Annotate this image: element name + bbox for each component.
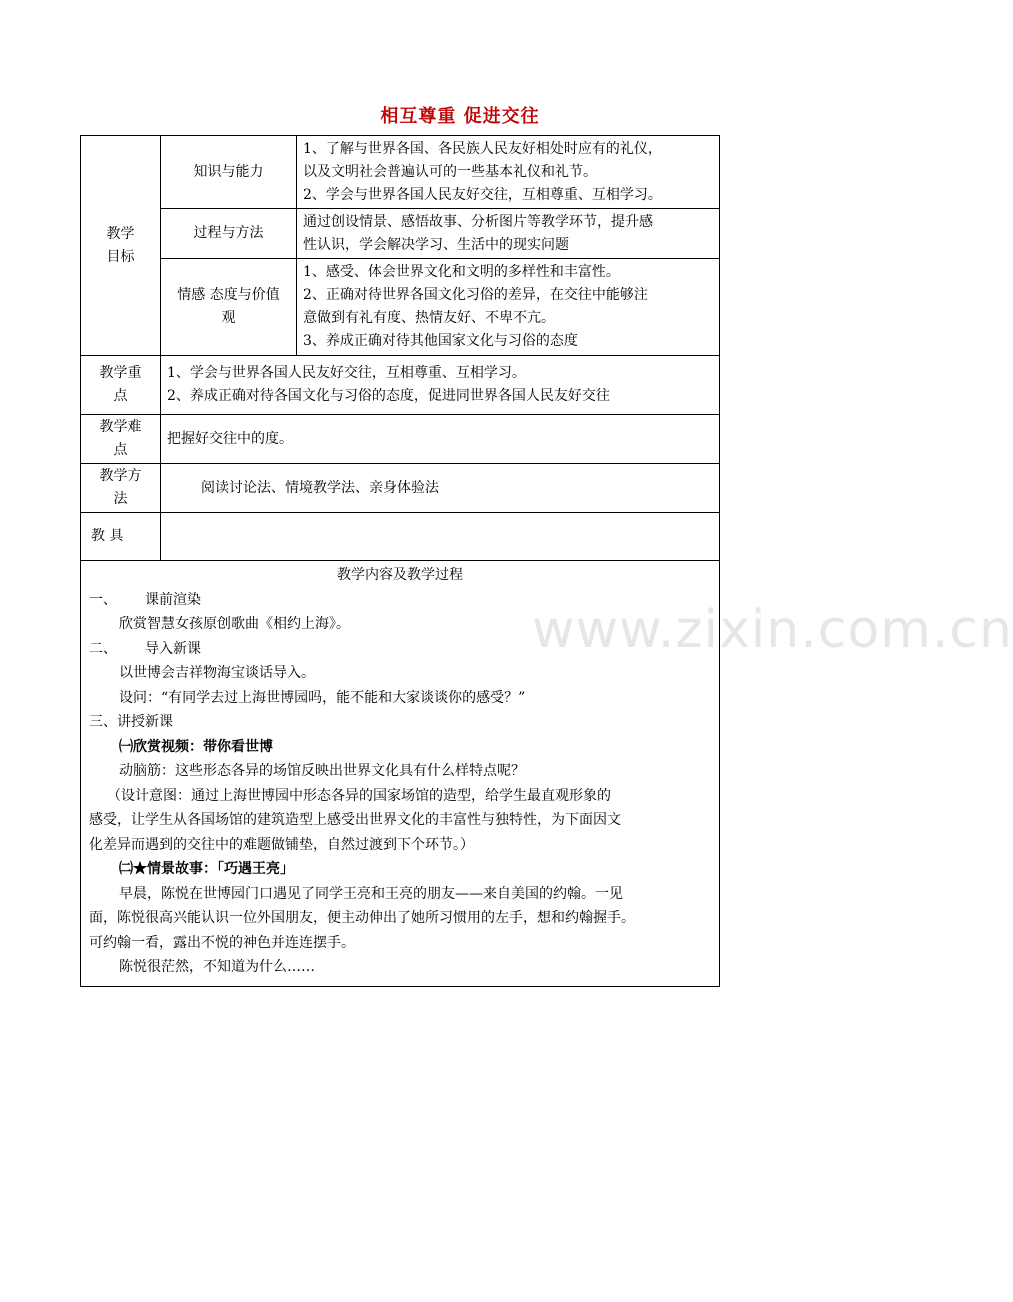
design-intent-line: 化差异而遇到的交往中的难题做铺垫，自然过渡到下个环节。） xyxy=(89,836,474,853)
row-content xyxy=(81,561,720,987)
tools-label: 教 具 xyxy=(81,513,161,561)
lesson-plan-table xyxy=(80,135,720,987)
key-point-line: 2、养成正确对待各国文化与习俗的态度，促进同世界各国人民友好交往 xyxy=(167,388,610,404)
story-line: 早晨，陈悦在世博园门口遇见了同学王亮和王亮的朋友——来自美国的约翰。一见 xyxy=(119,885,623,902)
section-2-text: 以世博会吉祥物海宝谈话导入。 xyxy=(119,665,315,681)
key-points-text xyxy=(161,356,720,415)
page-title: 相互尊重 促进交往 xyxy=(380,106,540,127)
method-label: 教学方法 xyxy=(81,464,161,513)
section-2 xyxy=(89,637,711,662)
process-text xyxy=(297,209,720,259)
objectives-label-text: 教学 目标 xyxy=(106,225,135,265)
emotion-text xyxy=(297,259,720,356)
row-emotion xyxy=(81,259,720,356)
knowledge-line: 以及文明社会普遍认可的一些基本礼仪和礼节。 xyxy=(303,163,597,180)
key-points-label: 教学重点 xyxy=(81,356,161,415)
section-number: 一、 xyxy=(89,591,117,608)
difficulty-label: 教学难点 xyxy=(81,415,161,464)
emotion-line: 意做到有礼有度、热情友好、不卑不亢。 xyxy=(303,310,555,326)
section-3-title: 三、讲授新课 xyxy=(89,714,173,730)
row-difficulty xyxy=(81,415,720,464)
row-process xyxy=(81,209,720,259)
row-key-points xyxy=(81,356,720,415)
knowledge-line: 1、了解与世界各国、各民族人民友好相处时应有的礼仪， xyxy=(303,140,662,157)
design-intent-line: （设计意图：通过上海世博园中形态各异的国家场馆的造型，给学生最直观形象的 xyxy=(107,787,611,804)
emotion-line: 1、感受、体会世界文化和文明的多样性和丰富性。 xyxy=(303,264,620,280)
knowledge-label: 知识与能力 xyxy=(161,136,297,209)
section-1 xyxy=(89,588,711,613)
content-heading: 教学内容及教学过程 xyxy=(337,567,463,583)
section-1-text: 欣赏智慧女孩原创歌曲《相约上海》。 xyxy=(119,616,350,632)
knowledge-line: 2、学会与世界各国人民友好交往，互相尊重、互相学习。 xyxy=(303,186,662,203)
subsection-2-title: ㈡★情景故事：「巧遇王亮」 xyxy=(119,861,294,877)
method-text: 阅读讨论法、情境教学法、亲身体验法 xyxy=(161,464,720,513)
design-intent-line: 感受，让学生从各国场馆的建筑造型上感受出世界文化的丰富性与独特性，为下面因文 xyxy=(89,812,621,828)
section-number: 二、 xyxy=(89,640,117,657)
key-point-line: 1、学会与世界各国人民友好交往，互相尊重、互相学习。 xyxy=(167,365,526,381)
knowledge-text xyxy=(297,136,720,209)
process-line: 通过创设情景、感悟故事、分析图片等教学环节，提升感 xyxy=(303,213,653,230)
emotion-line: 3、养成正确对待其他国家文化与习俗的态度 xyxy=(303,333,578,349)
subsection-1-title: ㈠欣赏视频：带你看世博 xyxy=(119,738,273,755)
subsection-1-question: 动脑筋：这些形态各异的场馆反映出世界文化具有什么样特点呢？ xyxy=(119,763,525,779)
row-tools xyxy=(81,513,720,561)
emotion-line: 2、正确对待世界各国文化习俗的差异，在交往中能够注 xyxy=(303,287,648,303)
process-label: 过程与方法 xyxy=(161,209,297,259)
section-title: 导入新课 xyxy=(145,640,201,657)
story-line: 面，陈悦很高兴能认识一位外国朋友，便主动伸出了她所习惯用的左手，想和约翰握手。 xyxy=(89,910,635,926)
story-line: 可约翰一看，露出不悦的神色并连连摆手。 xyxy=(89,934,355,951)
watermark: www.zixin.com.cn xyxy=(532,600,1013,660)
objectives-label xyxy=(81,136,161,356)
difficulty-text: 把握好交往中的度。 xyxy=(161,415,720,464)
tools-text xyxy=(161,513,720,561)
row-knowledge xyxy=(81,136,720,209)
section-2-question: 设问：“有同学去过上海世博园吗，能不能和大家谈谈你的感受？” xyxy=(119,689,526,706)
row-method xyxy=(81,464,720,513)
teaching-content xyxy=(81,561,720,987)
story-end: 陈悦很茫然，不知道为什么…… xyxy=(119,959,315,975)
section-title: 课前渲染 xyxy=(145,591,201,608)
emotion-label: 情感 态度与价值观 xyxy=(161,259,297,356)
process-line: 性认识，学会解决学习、生活中的现实问题 xyxy=(303,236,569,253)
